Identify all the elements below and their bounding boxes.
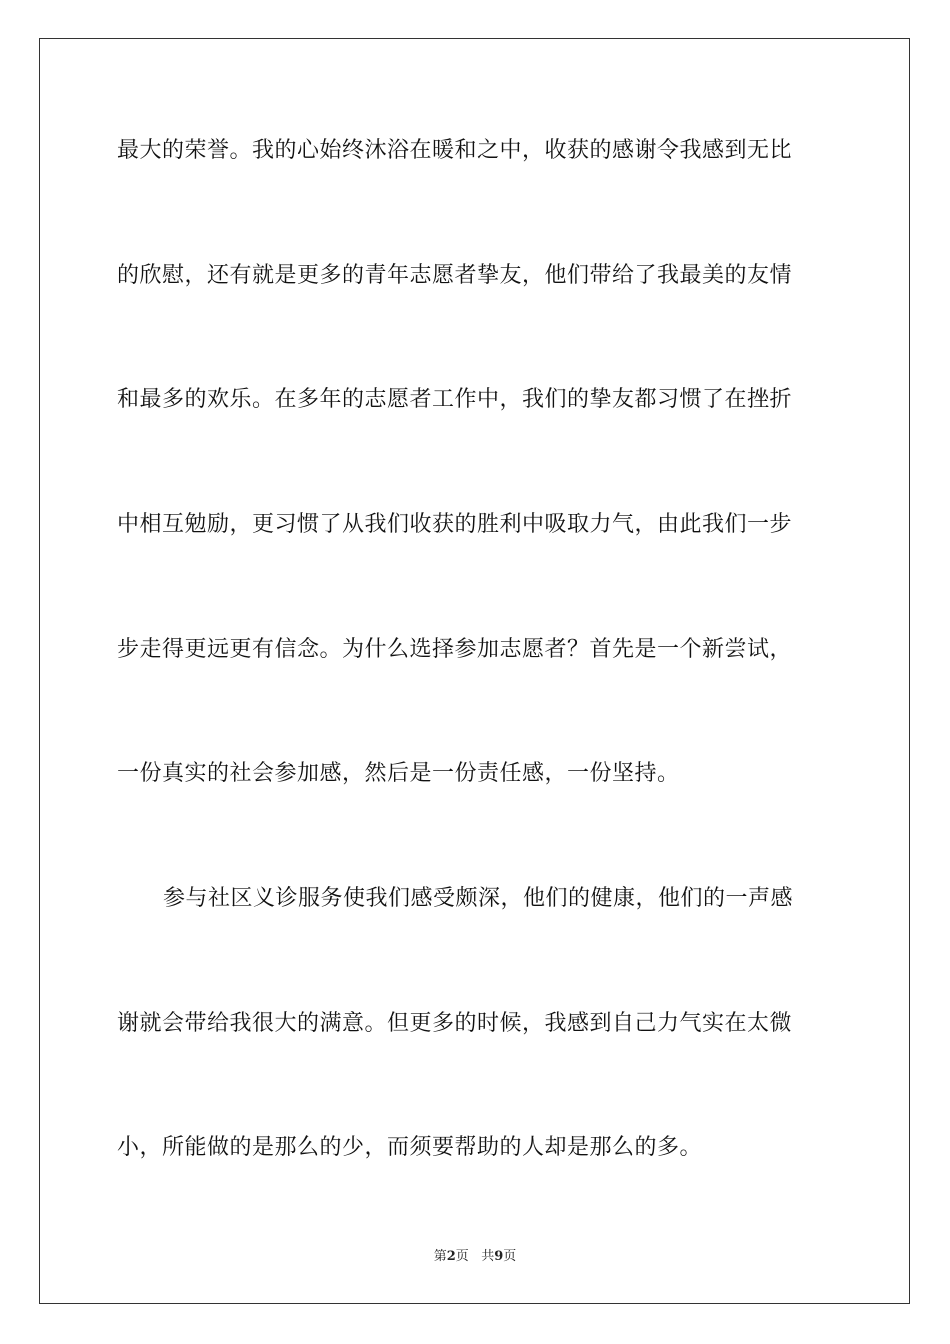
paragraph-line: 最大的荣誉。我的心始终沐浴在暖和之中，收获的感谢令我感到无比 [117, 138, 793, 163]
paragraph-line: 的欣慰，还有就是更多的青年志愿者挚友，他们带给了我最美的友情 [117, 263, 793, 288]
paragraph-line: 小，所能做的是那么的少，而须要帮助的人却是那么的多。 [117, 1135, 703, 1160]
page-label-prefix: 第 [433, 1249, 447, 1264]
total-label-suffix: 页 [503, 1249, 517, 1264]
page-frame [39, 38, 910, 1304]
total-pages: 9 [494, 1249, 504, 1264]
paragraph-line: 和最多的欢乐。在多年的志愿者工作中，我们的挚友都习惯了在挫折 [117, 387, 793, 412]
paragraph-line: 步走得更远更有信念。为什么选择参加志愿者？首先是一个新尝试， [117, 637, 793, 662]
paragraph-line: 中相互勉励，更习惯了从我们收获的胜利中吸取力气，由此我们一步 [117, 512, 793, 537]
paragraph-line: 一份真实的社会参加感，然后是一份责任感，一份坚持。 [117, 761, 680, 786]
paragraph-line: 谢就会带给我很大的满意。但更多的时候，我感到自己力气实在太微 [117, 1011, 793, 1036]
page-label-suffix: 页 [455, 1249, 469, 1264]
page-number: 2 [446, 1249, 456, 1264]
total-label-prefix: 共 [481, 1249, 495, 1264]
page-footer [0, 1248, 950, 1266]
paragraph-line-indented: 参与社区义诊服务使我们感受颇深，他们的健康，他们的一声感 [163, 886, 794, 911]
